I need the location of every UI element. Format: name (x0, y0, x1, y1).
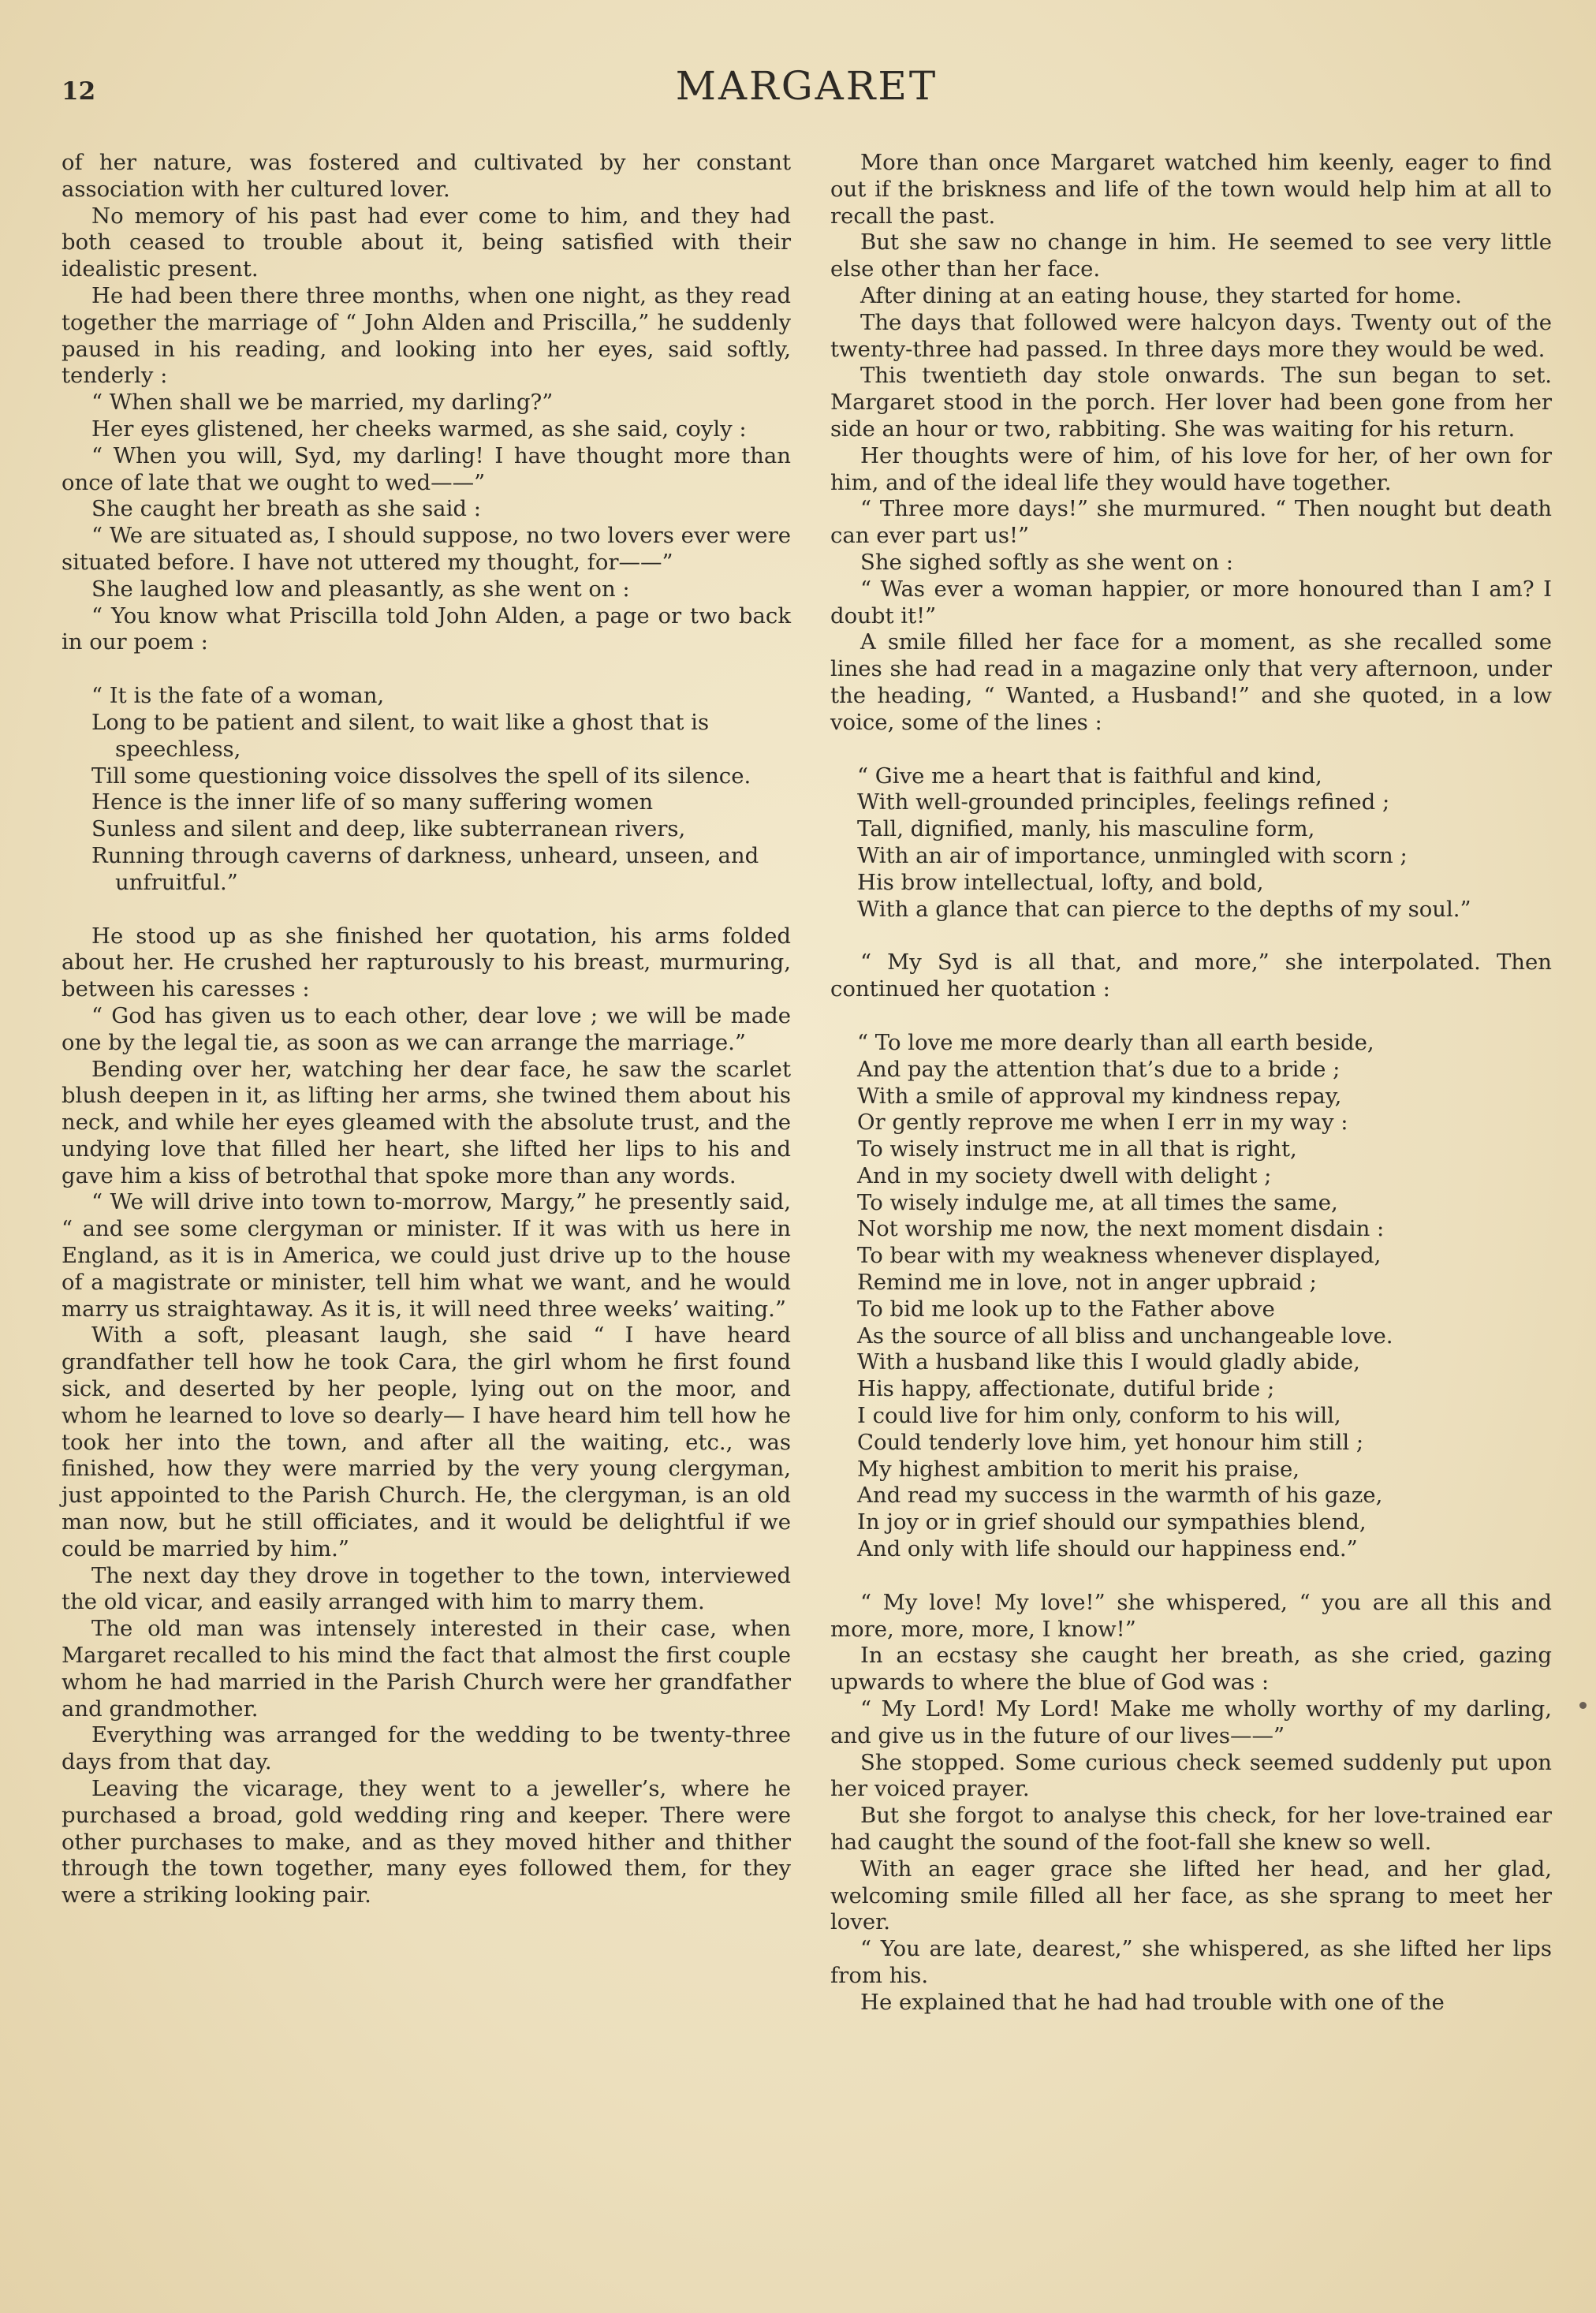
poem-wanted-husband-part2 (830, 1030, 1552, 1563)
poem-line: To bear with my weakness whenever displayed, (857, 1243, 1382, 1269)
poem-line: “ Give me a heart that is faithful and kind, (857, 763, 1322, 789)
poem-line: With a smile of approval my kindness repay, (857, 1083, 1342, 1109)
poem-line: Or gently reprove me when I err in my way : (857, 1110, 1348, 1136)
poem-line: His brow intellectual, lofty, and bold, (857, 869, 1264, 895)
left-prose-after-poem (62, 923, 791, 1909)
left-column (62, 150, 791, 1909)
poem-line: And in my society dwell with delight ; (857, 1162, 1272, 1188)
poem-line: And pay the attention that’s due to a bride ; (857, 1056, 1341, 1082)
paragraph: “ My Lord! My Lord! Make me wholly worthy of my darling, and give us in the future of our lives——” (830, 1696, 1552, 1748)
paragraph: No memory of his past had ever come to him, and they had both ceased to trouble about it, being satisfied with their idealistic present. (62, 203, 791, 282)
paragraph: of her nature, was fostered and cultivated by her constant association with her cultured lover. (62, 150, 791, 202)
paragraph: She stopped. Some curious check seemed suddenly put upon her voiced prayer. (830, 1749, 1552, 1802)
paragraph: The days that followed were halcyon days. Twenty out of the twenty-three had passed. In three days more they would be wed. (830, 309, 1552, 362)
paragraph: “ God has given us to each other, dear love ; we will be made one by the legal tie, as soon as we can arrange the marriage.” (62, 1002, 791, 1055)
poem-line: My highest ambition to merit his praise, (857, 1456, 1300, 1482)
paragraph: Leaving the vicarage, they went to a jeweller’s, where he purchased a broad, gold wedding ring and keeper. There were other purchases to make, and as they moved hither and thither through the town together, many eyes followed them, for they were a striking looking pair. (62, 1776, 791, 1908)
poem-line: And only with life should our happiness end.” (857, 1536, 1358, 1562)
paragraph: Everything was arranged for the wedding to be twenty-three days from that day. (62, 1722, 791, 1775)
paragraph: This twentieth day stole onwards. The sun began to set. Margaret stood in the porch. Her lover had been gone from her side an hour or two, rabbiting. She was waiting for his return. (830, 363, 1552, 442)
paragraph: The old man was intensely interested in their case, when Margaret recalled to his mind the fact that almost the first couple whom he had married in the Parish Church were her grandfather and grandmother. (62, 1616, 791, 1722)
paragraph: Her eyes glistened, her cheeks warmed, as she said, coyly : (91, 416, 747, 442)
paragraph: He stood up as she finished her quotation, his arms folded about her. He crushed her rapturously to his breast, murmuring, between his caresses : (62, 923, 791, 1002)
ink-spot (1579, 1702, 1587, 1709)
poem-line: Could tenderly love him, yet honour him still ; (857, 1429, 1364, 1455)
poem-line: To bid me look up to the Father above (857, 1296, 1275, 1322)
paragraph: More than once Margaret watched him keenly, eager to find out if the briskness and life of the town would help him at all to recall the past. (830, 150, 1552, 229)
poem-line: As the source of all bliss and unchangeable love. (857, 1323, 1393, 1349)
poem-line: Tall, dignified, manly, his masculine form, (857, 816, 1315, 842)
paragraph: In an ecstasy she caught her breath, as she cried, gazing upwards to where the blue of God was : (830, 1643, 1552, 1696)
paragraph: “ Was ever a woman happier, or more honoured than I am? I doubt it!” (830, 576, 1552, 629)
page-number: 12 (62, 77, 96, 106)
poem-line: With an air of importance, unmingled with scorn ; (857, 842, 1408, 868)
poem-line: Remind me in love, not in anger upbraid ; (857, 1270, 1317, 1296)
paragraph: “ When shall we be married, my darling?” (91, 390, 554, 416)
poem-priscilla (62, 683, 791, 896)
right-prose-before-poem (830, 150, 1552, 737)
poem-line: Not worship me now, the next moment disdain : (857, 1216, 1385, 1242)
paragraph: “ My love! My love!” she whispered, “ you are all this and more, more, more, I know!” (830, 1589, 1552, 1642)
paragraph: After dining at an eating house, they started for home. (860, 282, 1462, 308)
page-header (62, 63, 1552, 118)
paragraph: She laughed low and pleasantly, as she went on : (91, 576, 630, 602)
paragraph: With a soft, pleasant laugh, she said “ I have heard grandfather tell how he took Cara, the girl whom he first found sick, and deserted by her people, lying out on the moor, and whom he learned to love so dearly— I have heard him tell how he took her into the town, and after all the waiting, etc., was finished, how they were married by the very young clergyman, just appointed to the Parish Church. He, the clergyman, is an old man now, but he still officiates, and it would be delightful if we could be married by him.” (62, 1323, 791, 1561)
paragraph: But she forgot to analyse this check, for her love-trained ear had caught the sound of the foot-fall she knew so well. (830, 1803, 1552, 1856)
poem-line: Running through caverns of darkness, unheard, unseen, and unfruitful.” (91, 842, 759, 895)
right-prose-after-poem (830, 1590, 1552, 2016)
poem-line: And read my success in the warmth of his gaze, (857, 1483, 1383, 1509)
left-prose-before-poem (62, 150, 791, 656)
poem-line: Long to be patient and silent, to wait like a ghost that is speechless, (91, 709, 710, 762)
paragraph: She caught her breath as she said : (91, 496, 481, 522)
paragraph: He explained that he had had trouble with one of the (860, 1989, 1445, 2015)
running-title: MARGARET (675, 63, 938, 109)
paragraph: She sighed softly as she went on : (860, 549, 1234, 575)
poem-line: I could live for him only, conform to his will, (857, 1403, 1341, 1429)
poem-line: To wisely indulge me, at all times the same, (857, 1189, 1338, 1215)
paragraph: “ We are situated as, I should suppose, no two lovers ever were situated before. I have not uttered my thought, for——” (62, 523, 791, 575)
poem-line: “ To love me more dearly than all earth beside, (857, 1029, 1374, 1055)
paragraph: Bending over her, watching her dear face, he saw the scarlet blush deepen in it, as lifting her arms, she twined them about his neck, and while her eyes gleamed with the absolute trust, and the undying love that filled her heart, she lifted her lips to his and gave him a kiss of betrothal that spoke more than any words. (62, 1056, 791, 1188)
poem-line: To wisely instruct me in all that is right, (857, 1136, 1297, 1162)
paragraph: Her thoughts were of him, of his love for her, of her own for him, and of the ideal life they would have together. (830, 442, 1552, 495)
paragraph: “ You are late, dearest,” she whispered, as she lifted her lips from his. (830, 1936, 1552, 1988)
poem-line: In joy or in grief should our sympathies blend, (857, 1509, 1367, 1535)
poem-line: Till some questioning voice dissolves the spell of its silence. (91, 763, 751, 789)
poem-wanted-husband-part1 (830, 763, 1552, 923)
paragraph: The next day they drove in together to the town, interviewed the old vicar, and easily arranged with him to marry them. (62, 1562, 791, 1615)
paragraph: “ When you will, Syd, my darling! I have thought more than once of late that we ought to wed——” (62, 442, 791, 495)
poem-line: With a husband like this I would gladly abide, (857, 1349, 1360, 1375)
poem-line: “ It is the fate of a woman, (91, 683, 385, 709)
poem-line: With a glance that can pierce to the depths of my soul.” (857, 896, 1471, 922)
poem-line: Sunless and silent and deep, like subterranean rivers, (91, 816, 686, 842)
poem-line: With well-grounded principles, feelings refined ; (857, 789, 1390, 815)
paragraph: He had been there three months, when one night, as they read together the marriage of “ John Alden and Priscilla,” he suddenly paused in his reading, and looking into her eyes, said softly, tenderly : (62, 282, 791, 389)
right-column (830, 150, 1552, 2016)
paragraph: “ We will drive into town to-morrow, Margy,” he presently said, “ and see some clergyman or minister. If it was with us here in England, as it is in America, we could just drive up to the house of a magistrate or minister, tell him what we want, and he would marry us straightaway. As it is, it will need three weeks’ waiting.” (62, 1189, 791, 1322)
right-prose-between-poems (830, 949, 1552, 1003)
paragraph: A smile filled her face for a moment, as she recalled some lines she had read in a magazine only that very afternoon, under the heading, “ Wanted, a Husband!” and she quoted, in a low voice, some of the lines : (830, 629, 1552, 735)
paragraph: With an eager grace she lifted her head, and her glad, welcoming smile filled all her face, as she sprang to meet her lover. (830, 1856, 1552, 1935)
poem-line: His happy, affectionate, dutiful bride ; (857, 1376, 1275, 1402)
paragraph: “ My Syd is all that, and more,” she interpolated. Then continued her quotation : (830, 949, 1552, 1002)
paragraph: “ Three more days!” she murmured. “ Then nought but death can ever part us!” (830, 496, 1552, 549)
paragraph: “ You know what Priscilla told John Alden, a page or two back in our poem : (62, 602, 791, 655)
poem-line: Hence is the inner life of so many suffering women (91, 789, 654, 815)
paragraph: But she saw no change in him. He seemed to see very little else other than her face. (830, 229, 1552, 282)
